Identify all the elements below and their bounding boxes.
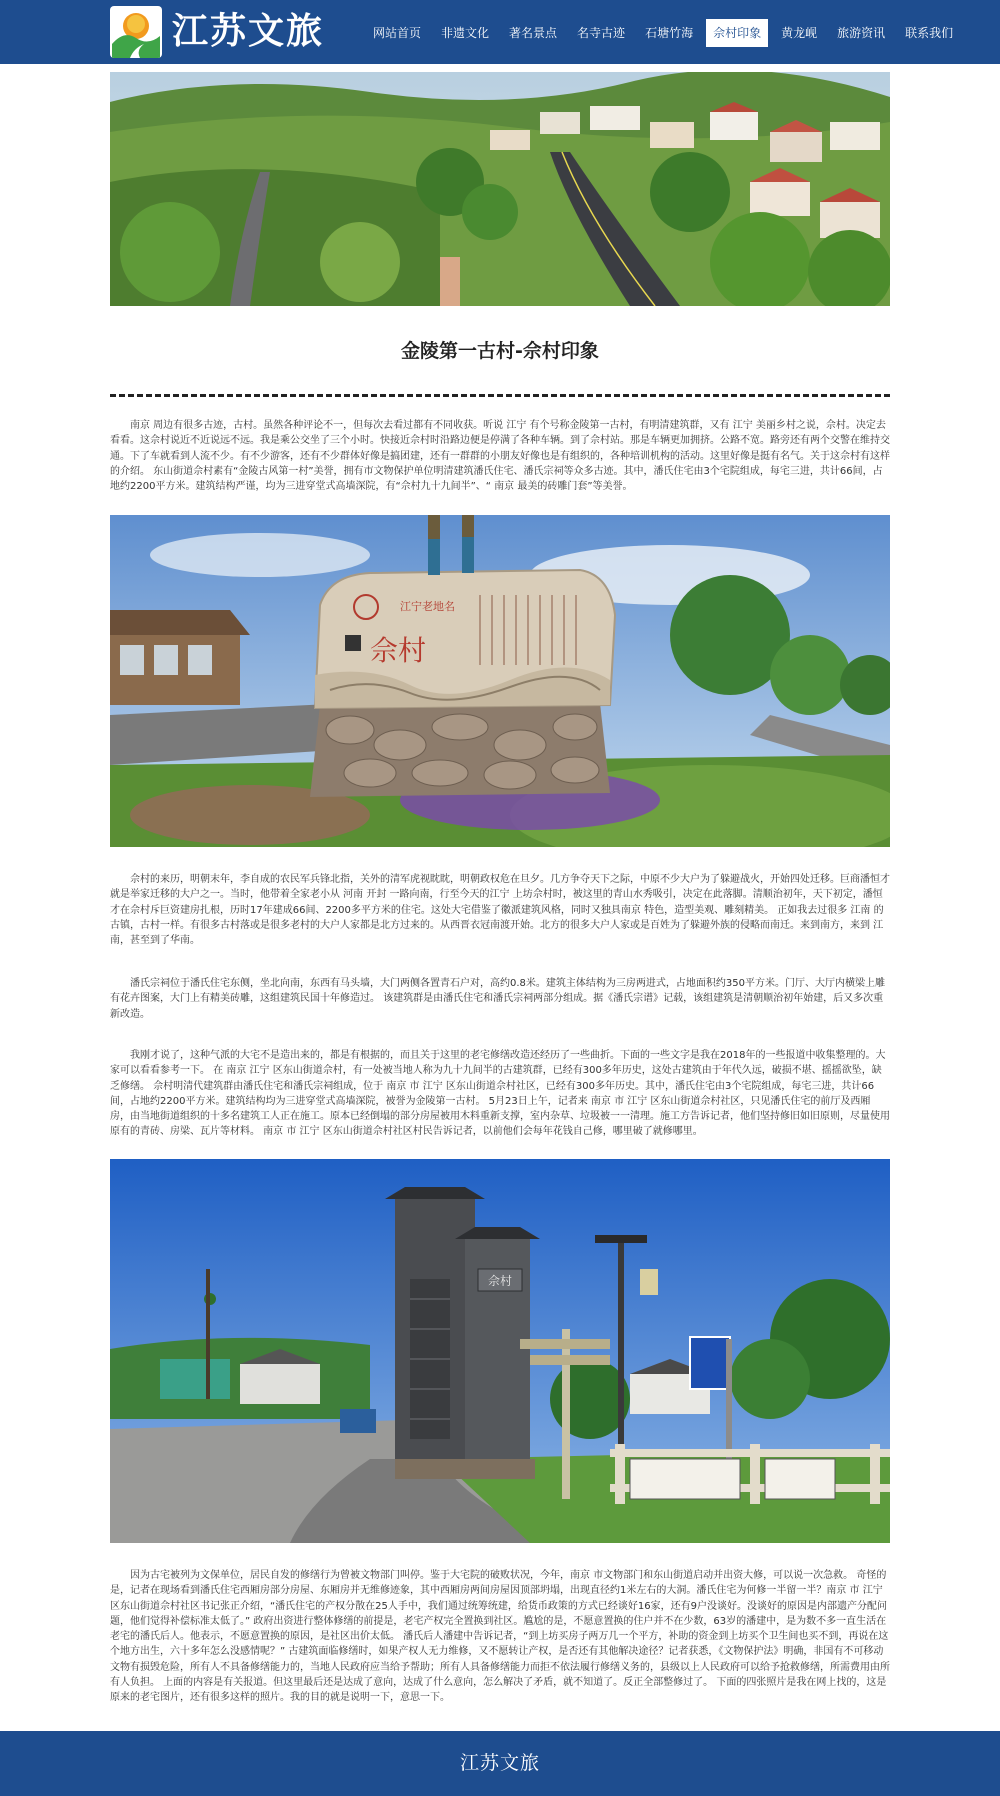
gate-plaque-text: 佘村 (488, 1274, 513, 1288)
nav-home[interactable]: 网站首页 (373, 26, 422, 40)
main-nav (366, 19, 966, 47)
article-paragraph: 潘氏宗祠位于潘氏住宅东侧，坐北向南，东西有马头墙，大门两侧各置青石户对，高约0.8米。建筑主体结构为三房两进式，占地面积约350平方米。门厅、大厅内横梁上雕有花卉图案，大门上有精美砖雕，这组建筑民国十年修造过。 该建筑群是由潘氏住宅和潘氏宗祠两部分组成。据《潘氏宗谱》记载，该组建筑是清朝顺治初年始建，后又多次重新改造。 (110, 978, 885, 1020)
nav-temples[interactable]: 名寺古迹 (577, 26, 626, 40)
village-stone-sign-photo (110, 515, 890, 847)
nav-huanglongxian[interactable]: 黄龙岘 (781, 26, 818, 40)
nav-heritage[interactable]: 非遗文化 (441, 26, 490, 40)
nav-attractions[interactable]: 著名景点 (509, 26, 558, 40)
stone-sign-subtitle: 江宁老地名 (400, 600, 455, 613)
village-gate-photo (110, 1159, 890, 1543)
article-paragraph: 因为古宅被列为文保单位，居民自发的修缮行为曾被文物部门叫停。鉴于大宅院的破败状况，今年，南京 市文物部门和东山街道启动并出资大修，可以说一次急救。 奇怪的是，记者在现场看到潘氏住宅西厢房部分房屋、东厢房并无维修迹象，其中西厢房两间房屋因顶部坍塌，出现直径约1米左右的大洞。潘氏住宅为何修一半留一半？南京 市 江宁 区东山街道佘村社区书记张正介绍，“潘氏住宅的产权分散在25人手中，我们通过统筹统建，给货币政策的方式已经谈好16家，还有9户没谈好。没谈好的原因是内部遗产分配问题，他们觉得补偿标准太低了。” 政府出资进行整体修缮的前提是，老宅产权完全置换到社区。尴尬的是，不愿意置换的住户并不在少数，63岁的潘建中，是为数不多一直生活在老宅的潘氏后人。他表示，不愿意置换的原因，是社区出价太低。 潘氏后人潘建中告诉记者，“到上坊买房子两万几一个平方，补助的资金到上坊买个卫生间也买不到，再说在这个地方出生，六十多年怎么没感情呢？” 古建筑面临修缮时，如果产权人无力维修，又不愿转让产权，是否还有其他解决途径？记者获悉，《文物保护法》明确，非国有不可移动文物有损毁危险，所有人不具备修缮能力的，当地人民政府应当给予帮助；所有人具备修缮能力而拒不依法履行修缮义务的，县级以上人民政府可以给予抢救修缮，所需费用由所有人负担。 上面的内容是有关报道。但这里最后还是达成了意向，达成了什么意向，怎么解决了矛盾，就不知道了。反正全部整修过了。 下面的四张照片是我在网上找的，这是原来的老宅图片，还有很多这样的照片。我的目的就是说明一下，意思一下。 (110, 1570, 890, 1704)
nav-shitang[interactable]: 石塘竹海 (645, 26, 694, 40)
article-paragraph: 南京 周边有很多古迹，古村。虽然各种评论不一，但每次去看过都有不同收获。听说 江宁 有个号称金陵第一古村，有明清建筑群，又有 江宁 美丽乡村之说，佘村。决定去看看。这佘村说近不近说远不远。我是乘公交坐了三个小时。快接近佘村时沿路边便是停满了各种车辆。到了佘村站。那是车辆更加拥挤。公路不宽。路旁还有两个交警在维持交通。下了车就看到人流不少。有不少游客，还有不少群体好像是搞团建，还有一群群的小朋友好像也是有组织的，各种培训机构的活动。这里好像是挺有名气。关于这佘村有这样的介绍。 东山街道佘村素有“金陵古风第一村”美誉，拥有市文物保护单位明清建筑潘氏住宅、潘氏宗祠等众多古迹。其中，潘氏住宅由3个宅院组成，每宅三进，共计66间，占地约2200平方米。建筑结构严谨，均为三进穿堂式高墙深院，有“佘村九十九间半”、“ 南京 最美的砖雕门套”等美誉。 (110, 420, 890, 493)
site-footer (0, 1731, 1000, 1796)
nav-contact[interactable]: 联系我们 (905, 26, 954, 40)
nav-travel-news[interactable]: 旅游资讯 (837, 26, 886, 40)
nav-shecun[interactable]: 佘村印象 (706, 19, 768, 47)
village-aerial-photo (110, 72, 890, 306)
brand-name[interactable]: 江苏文旅 (172, 11, 325, 52)
stone-sign-name: 佘村 (370, 634, 427, 667)
title-divider (110, 394, 890, 397)
site-header (0, 0, 1000, 64)
article-paragraph: 我刚才说了，这种气派的大宅不是造出来的，都是有根据的，而且关于这里的老宅修缮改造还经历了一些曲折。下面的一些文字是我在2018年的一些报道中收集整理的。大家可以看看参考一下。 在 南京 江宁 区东山街道佘村，有一处被当地人称为九十九间半的古建筑群，已经有300多年历史，这处古建筑由于年代久远，破损不堪、摇摇欲坠，缺乏修缮。 佘村明清代建筑群由潘氏住宅和潘氏宗祠组成，位于 南京 市 江宁 区东山街道佘村社区，已经有300多年历史。其中，潘氏住宅由3个宅院组成，每宅三进，共计66间，占地约2200平方米。建筑结构均为三进穿堂式高墙深院，被誉为金陵第一古村。 5月23日上午，记者来 南京 市 江宁 区东山街道佘村社区，只见潘氏住宅的前厅及西厢房，由当地街道组织的十多名建筑工人正在施工。原本已经倒塌的部分房屋被用木料重新支撑，室内杂草、垃圾被一一清理。施工方告诉记者，他们坚持修旧如旧原则，尽量使用原有的青砖、房梁、瓦片等材料。 南京 市 江宁 区东山街道佘村社区村民告诉记者，以前他们会每年花钱自己修，哪里破了就修哪里。 (110, 1050, 890, 1138)
footer-brand: 江苏文旅 (459, 1752, 540, 1774)
article-title: 金陵第一古村-佘村印象 (401, 340, 599, 362)
logo-icon[interactable] (110, 6, 162, 58)
article-paragraph: 佘村的来历，明朝末年，李自成的农民军兵锋北指，关外的清军虎视眈眈，明朝政权危在旦夕。几方争夺天下之际，中原不少大户为了躲避战火，开始四处迁移。巨商潘恒才就是举家迁移的大户之一。当时，他带着全家老小从 河南 开封 一路向南，行至今天的江宁 上坊佘村时，被这里的青山水秀吸引，决定在此落脚。清顺治初年，天下初定，潘恒才在佘村斥巨资建房扎根，历时17年建成66间、2200多平方米的住宅。这处大宅借鉴了徽派建筑风格，同时又独具南京 特色，造型美观、雕刻精美。 正如我去过很多 江南 的古镇，古村一样。有很多古村落或是很多老村的大户人家都是北方过来的。从西晋衣冠南渡开始。北方的很多大户人家或是百姓为了躲避外族的侵略而南迁。来到南方，来到 江南，甚至到了华南。 (110, 874, 890, 947)
